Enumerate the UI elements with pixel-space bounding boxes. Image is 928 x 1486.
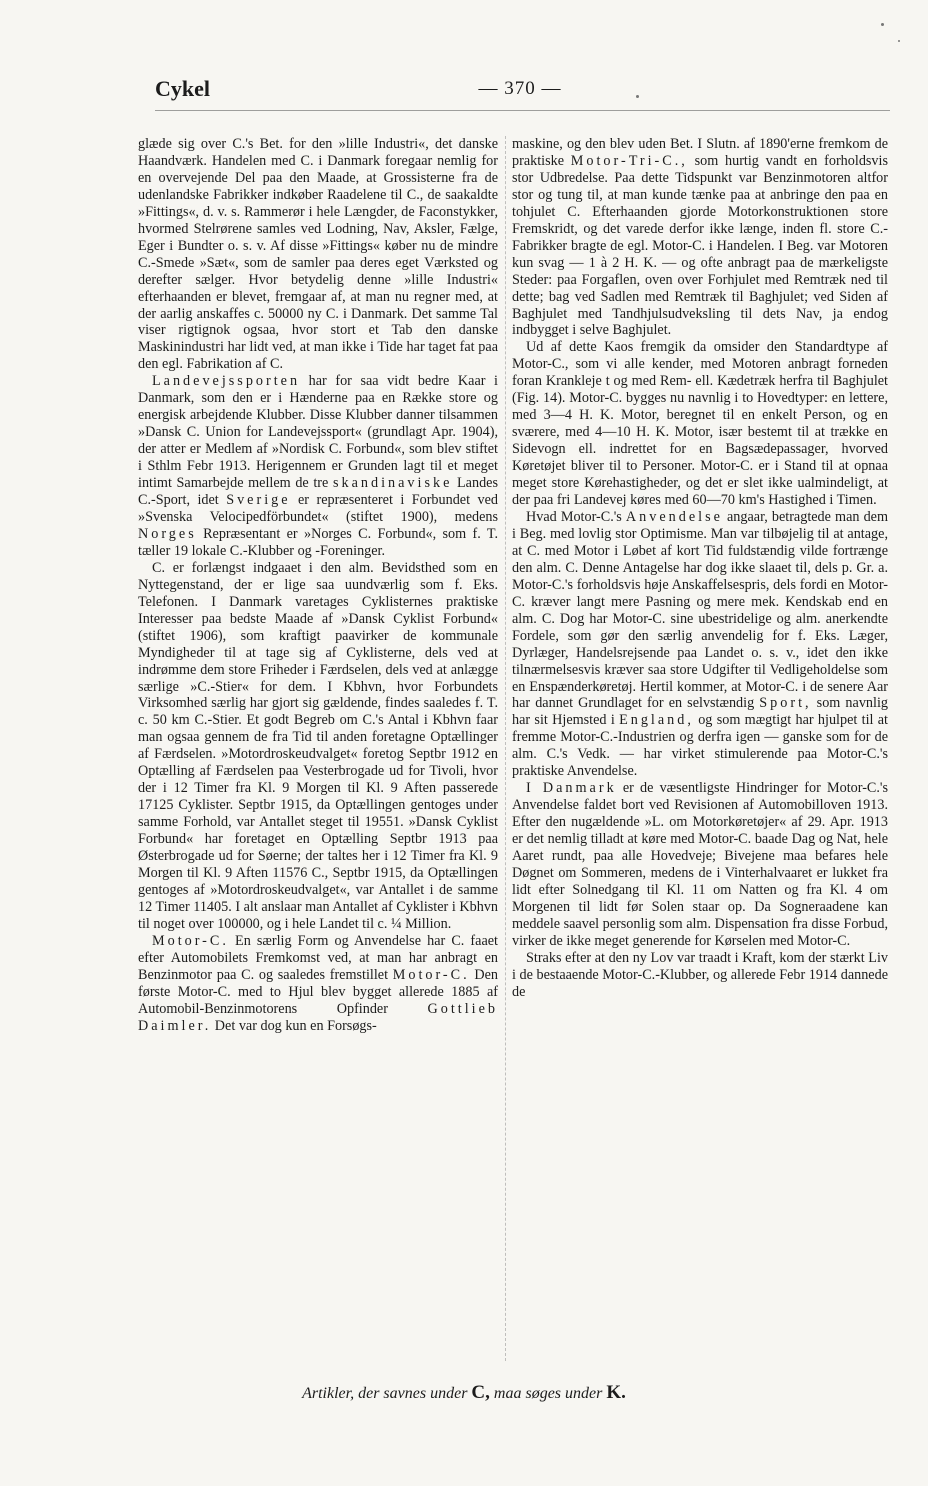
spaced-heading: Anvendelse [625,508,723,525]
spaced-heading: I Danmark [526,780,617,797]
footer-letter-c: C, [471,1382,490,1403]
paragraph: C. er forlængst indgaaet i den alm. Bevidsthed som en Nyttegenstand, der er lige saa uundværlig som f. Eks. Telefonen. I Danmark varetages Cyklisternes praktiske Interesser paa bedste Maade af »Dansk Cyklist Forbund« (stiftet 1906), som kraftigt paavirker de kommunale Myndigheder til at tage sig af Cyklisterne, dels ved at indrømme dem store Friheder i Færdselen, dels ved at anlægge særlige »C.-Stier« for dem. I Kbhvn, hvor Forbundets Virksomhed særlig har gjort sig gældende, findes saaledes f. T. c. 50 km C.-Stier. Et godt Begreb om C.'s Antal i Kbhvn faar man ogsaa gennem de fra Tid til anden foretagne Optællinger af Færdselen. »Motordroskeudvalget« foretog Septbr 1912 en Optælling af Færdselen paa Vesterbrogade ud for Tivoli, hvor der i 12 Timer fra Kl. 9 Morgen til Kl. 9 Aften passerede 17125 Cyklister. Septbr 1915, da Optællingen gentoges under samme Forhold, var Antallet steget til 19551. »Dansk Cyklist Forbund« har foretaget en Optælling Septbr 1913 paa Østerbrogade ud for Søerne; der taltes her i 12 Timer fra Kl. 9 Morgen til Kl. 9 Aften 11576 C., Septbr 1915, da Optællingen gentoges af »Motordroskeudvalget«, var Antallet i de samme 12 Timer 11405. I alt anslaar man Antallet af Cyklister i Kbhvn til noget over 100000, og i hele Landet til c. ¼ Million. [138,559,498,932]
running-head-title: Cykel [155,76,210,101]
paragraph: Straks efter at den ny Lov var traadt i Kraft, kom der stærkt Liv i de bestaaende Motor-C.-Klubber, og allerede Febr 1914 dannede de [512,949,888,1000]
left-column [138,136,498,1361]
page-number: — 370 — [478,78,562,99]
paragraph: I Danmark er de væsentligste Hindringer for Motor-C.'s Anvendelse faldet bort ved Revisionen af Automobilloven 1913. Efter den nugældende »L. om Motorkøretøjer« af 29. Apr. 1913 er det nemlig tilladt at køre med Motor-C. baade Dag og Nat, hele Aaret rundt, paa alle Hovedveje; Bivejene maa befares hele Døgnet om Sommeren, medens de i Vinterhalvaaret er lukket fra lidt efter Solnedgang til Kl. 11 om Natten og fra Kl. 4 om Morgenen til lidt før Solen staar op. Da Sogneraadene kan meddele saavel personlig som alm. Dispensation fra disse Forbud, virker de ikke meget generende for Kørselen med Motor-C. [512,780,888,949]
scan-speck [636,95,639,98]
paragraph: Motor-C. En særlig Form og Anvendelse har C. faaet efter Automobilets Fremkomst ved, at man har anbragt en Benzinmotor paa C. og saaledes fremstillet Motor-C. Den første Motor-C. med to Hjul blev bygget allerede 1885 af Automobil-Benzinmotorens Opfinder Gottlieb Daimler. Det var dog kun en Forsøgs- [138,932,498,1034]
spaced-heading: Motor-C. [152,932,229,949]
paragraph: Landevejssporten har for saa vidt bedre Kaar i Danmark, som den er i Hænderne paa en Række store og energisk arbejdende Klubber. Disse Klubber danner tilsammen »Dansk C. Union for Landevejssport« (grundlagt Apr. 1904), der atter er Medlem af »Nordisk C. Forbund«, som blev stiftet i Sthlm Febr 1913. Herigennem er Grunden lagt til et meget intimt Samarbejde mellem de tre skandinaviske Landes C.-Sport, idet Sverige er repræsenteret i Forbundet ved »Svenska Velocipedförbundet« (stiftet 1900), medens Norges Repræsentant er »Norges C. Forbund«, som f. T. tæller 19 lokale C.-Klubber og -Foreninger. [138,373,498,559]
right-column [512,136,888,1361]
footer-note: Artikler, der savnes under C, maa søges under K. [302,1382,626,1403]
page-header [155,70,890,110]
paragraph: Hvad Motor-C.'s Anvendelse angaar, betragtede man dem i Beg. med lovlig stor Optimisme. Man var tilbøjelig til at antage, at C. med Motor i Løbet af kort Tid fuldstændig vilde fortrænge den alm. C. Denne Antagelse har dog ikke slaaet til, dels p. Gr. a. Motor-C.'s forholdsvis høje Anskaffelsespris, dels fordi en Motor-C. kræver langt mere Pasning og mere mek. Kendskab end en alm. C. Dog har Motor-C. sine ubestridelige og alm. anerkendte Fordele, som gør den særlig anvendelig for f. Eks. Læger, Dyrlæger, Handelsrejsende paa Landet o. s. v., idet den ikke tilnærmelsesvis kræver saa store Udgifter til Vedligeholdelse som en Enspænderkøretøj. Hertil kommer, at Motor-C. i de senere Aar har dannet Grundlaget for en selvstændig Sport, som navnlig har sit Hjemsted i England, og som mægtigt har hjulpet til at fremme Motor-C.-Industrien og derfra igen — ganske som for de alm. C.'s Vedk. — har virket stimulerende paa Motor-C.'s praktiske Anvendelse. [512,508,888,780]
paragraph: maskine, og den blev uden Bet. I Slutn. af 1890'erne fremkom de praktiske Motor-Tri-C., som hurtig vandt en forholdsvis stor Udbredelse. Paa dette Tidspunkt var Benzinmotoren altfor stor og tung til, at man kunde tænke paa at anbringe den paa en tohjulet C. Efterhaanden gjorde Motorkonstruktionen store Fremskridt, og det varede derfor ikke længe, inden fl. store C.-Fabrikker bragte de egl. Motor-C. i Handelen. I Beg. var Motoren kun svag — 1 à 2 H. K. — og ofte anbragt paa de mærkeligste Steder: paa Forgaflen, oven over Forhjulet med Remtræk ned til dette; bag ved Sadlen med Remtræk til Baghjulet; ved Siden af Baghjulet med Tandhjulsudveksling til dets Nav, ja endog indbygget i selve Baghjulet. [512,136,888,339]
footer-letter-k: K. [606,1382,626,1403]
column-divider [505,136,506,1361]
spaced-heading: Landevejssporten [152,373,301,390]
paragraph: glæde sig over C.'s Bet. for den »lille Industri«, det danske Haandværk. Handelen med C. i Danmark foregaar nemlig for en overvejende Del paa den Maade, at Grossisterne fra de udenlandske Fabrikker indkøber Raadelene til C., de saakaldte »Fittings«, d. v. s. Rammerør i hele Længder, de Faconstykker, hvormed Stelrørene samles ved Lodning, Nav, Aksler, Fælge, Eger i Bundter o. s. v. Af disse »Fittings« køber nu de mindre C.-Smede »Sæt«, som de samler paa deres eget Værksted og derefter sælger. Hvor betydelig denne »lille Industri« efterhaanden er blevet, fremgaar af, at man nu regner med, at der aarlig anskaffes c. 50000 ny C. i Danmark. Det samme Tal viser rigtignok ogsaa, hvor stort et Tab den danske Maskinindustri har lidt ved, at man ikke i Tide har taget fat paa den egl. Fabrikation af C. [138,136,498,373]
header-rule [155,110,890,111]
paragraph: Ud af dette Kaos fremgik da omsider den Standardtype af Motor-C., som vi alle kender, med Motoren anbragt forneden foran Krankleje t og med Rem- ell. Kædetræk herfra til Baghjulet (Fig. 14). Motor-C. bygges nu navnlig i to Hovedtyper: en lettere, med 3—4 H. K. Motor, beregnet til en enkelt Person, og en sværere, med 4—10 H. K. Motor, især bestemt til at trække en Sidevogn ell. indrettet for en Bagsædepassager, hvorved Køretøjet bliver til to Personer. Motor-C. er i Stand til at opnaa meget store Kørehastigheder, og det er slet ikke ualmindeligt, at der paa fri Landevej køres med 60—70 km's Hastighed i Timen. [512,339,888,509]
scan-speck [898,40,900,42]
scan-speck [881,23,884,26]
